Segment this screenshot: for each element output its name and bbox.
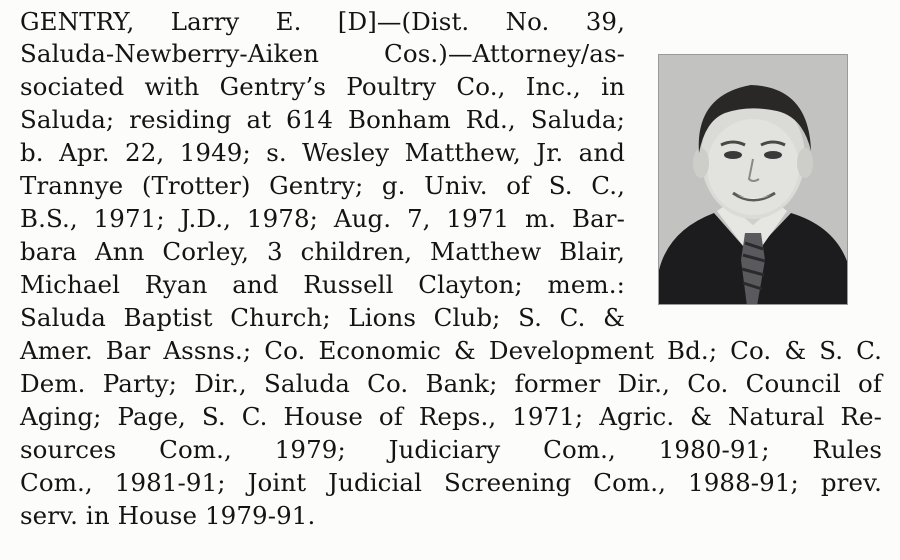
- entry-line-12: Dem. Party; Dir., Saluda Co. Bank; former Dir., Co. Council of: [20, 369, 882, 398]
- entry-line-13: Aging; Page, S. C. House of Reps., 1971; Agric. & Natural Re-: [20, 402, 882, 431]
- entry-line-11: Amer. Bar Assns.; Co. Economic & Development Bd.; Co. & S. C.: [20, 336, 882, 365]
- entry-line-2: Saluda-Newberry-Aiken Cos.)—Attorney/as-: [20, 39, 625, 68]
- entry-line-8: bara Ann Corley, 3 children, Matthew Blair,: [20, 237, 625, 266]
- portrait-photo-icon: [659, 55, 848, 305]
- entry-line-16: serv. in House 1979-91.: [20, 501, 316, 530]
- entry-line-3: sociated with Gentry’s Poultry Co., Inc., in: [20, 72, 625, 101]
- entry-line-5: b. Apr. 22, 1949; s. Wesley Matthew, Jr. and: [20, 138, 625, 167]
- portrait-photo: [658, 54, 848, 305]
- entry-line-7: B.S., 1971; J.D., 1978; Aug. 7, 1971 m. Bar-: [20, 204, 625, 233]
- entry-line-1: GENTRY, Larry E. [D]—(Dist. No. 39,: [20, 7, 625, 36]
- entry-line-15: Com., 1981-91; Joint Judicial Screening Com., 1988-91; prev.: [20, 468, 882, 497]
- entry-line-6: Trannye (Trotter) Gentry; g. Univ. of S. C.,: [20, 171, 625, 200]
- entry-line-10: Saluda Baptist Church; Lions Club; S. C. &: [20, 303, 625, 332]
- entry-line-9: Michael Ryan and Russell Clayton; mem.:: [20, 270, 625, 299]
- entry-line-14: sources Com., 1979; Judiciary Com., 1980-91; Rules: [20, 435, 882, 464]
- entry-line-4: Saluda; residing at 614 Bonham Rd., Saluda;: [20, 105, 625, 134]
